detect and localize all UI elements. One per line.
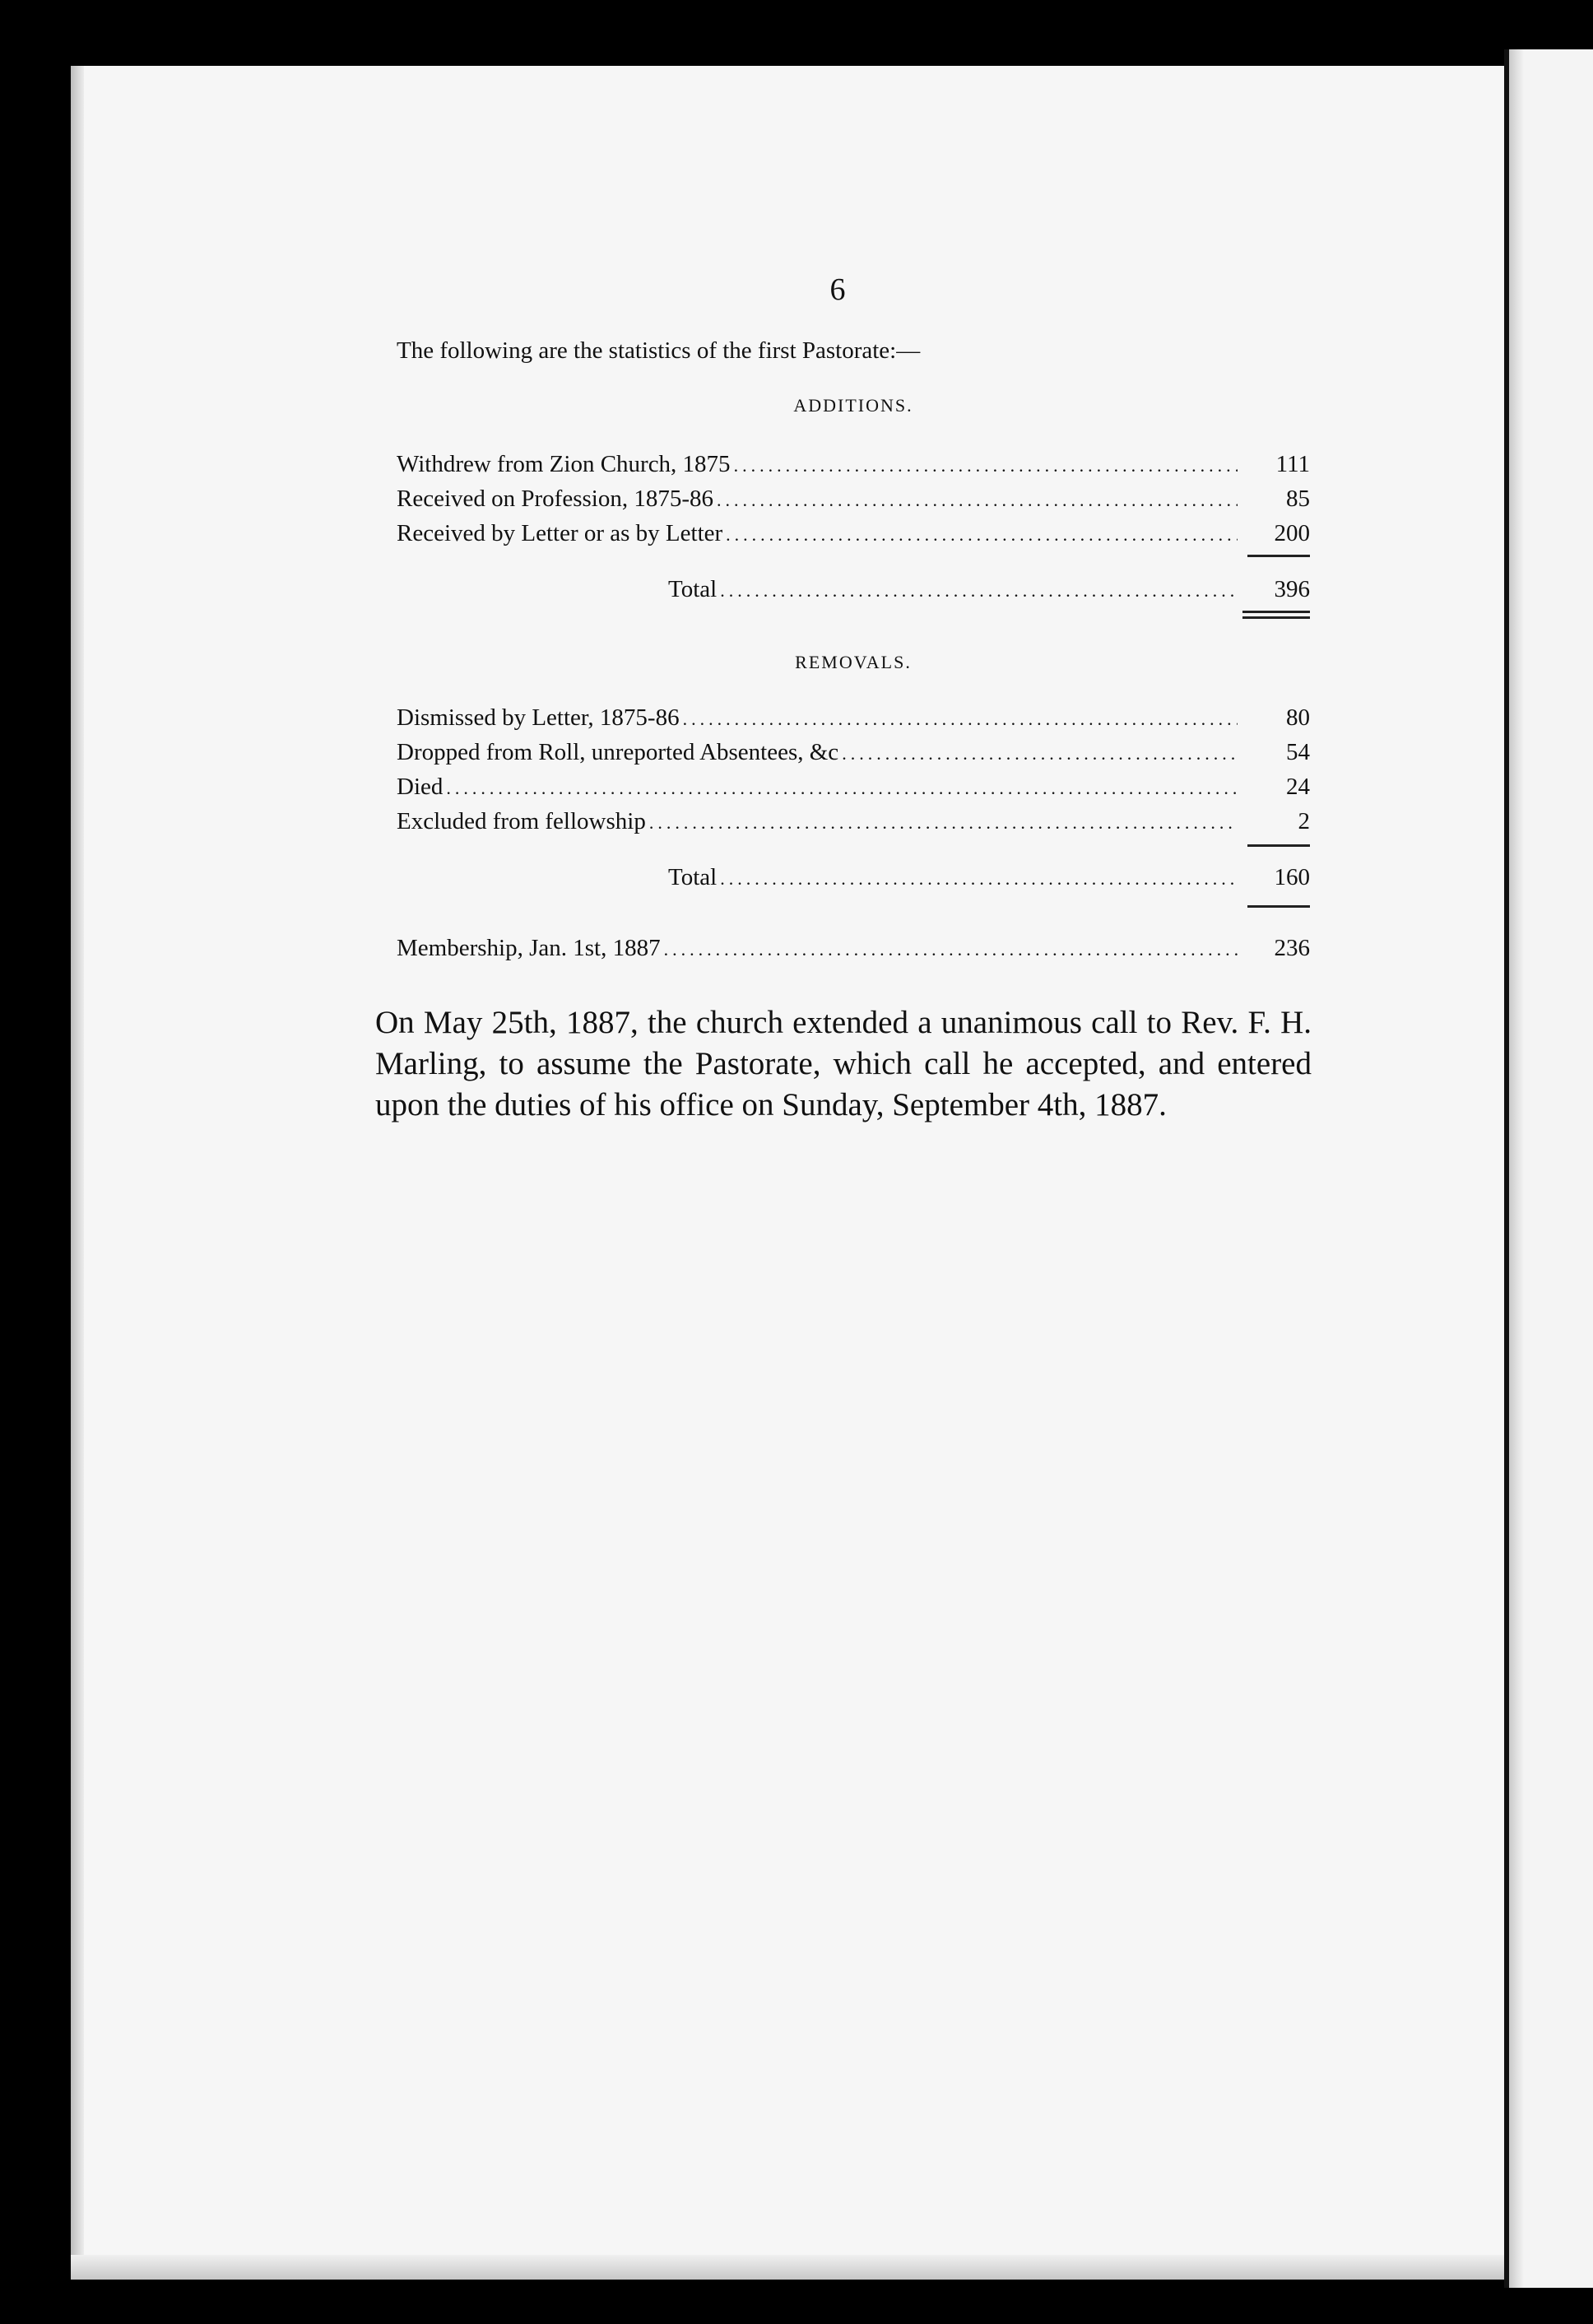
dot-leader	[726, 524, 1238, 546]
dot-leader	[446, 778, 1238, 799]
row-label: Received by Letter or as by Letter	[397, 520, 723, 546]
removals-total-row	[668, 864, 1310, 897]
additions-heading: ADDITIONS.	[793, 395, 913, 416]
intro-line: The following are the statistics of the first Pastorate:—	[397, 337, 921, 364]
additions-row	[397, 486, 1310, 518]
row-value: 85	[1286, 486, 1310, 512]
additions-row	[397, 520, 1310, 553]
row-value: 54	[1286, 739, 1310, 765]
removals-row	[397, 808, 1310, 841]
row-label: Withdrew from Zion Church, 1875	[397, 451, 731, 477]
dot-leader	[683, 709, 1238, 730]
sum-rule	[1247, 555, 1310, 557]
dot-leader	[842, 743, 1238, 765]
dot-leader	[734, 455, 1238, 476]
page-bottom-edge	[71, 2255, 1504, 2280]
sum-rule	[1247, 844, 1310, 847]
row-label: Died	[397, 774, 444, 800]
row-value: 200	[1274, 520, 1310, 546]
page-number: 6	[829, 272, 846, 307]
total-double-rule	[1242, 611, 1310, 619]
dot-leader	[649, 812, 1238, 834]
row-value: 111	[1275, 451, 1310, 477]
row-value: 24	[1286, 774, 1310, 800]
removals-heading: REMOVALS.	[795, 652, 912, 672]
additions-row	[397, 451, 1310, 484]
row-label: Dropped from Roll, unreported Absentees, &c	[397, 739, 839, 765]
membership-label: Membership, Jan. 1st, 1887	[397, 935, 661, 961]
row-label: Received on Profession, 1875-86	[397, 486, 713, 512]
total-value: 160	[1274, 864, 1310, 890]
dot-leader	[664, 939, 1238, 960]
membership-row	[397, 935, 1310, 968]
dot-leader	[717, 490, 1238, 511]
body-paragraph: On May 25th, 1887, the church extended a unanimous call to Rev. F. H. Marling, to assume the Pastorate, which call he accepted, and entered upon the duties of his office on Sunday, September 4th, 1887.	[375, 1005, 1312, 1122]
additions-total-row	[668, 576, 1310, 609]
dot-leader	[720, 868, 1238, 890]
row-value: 80	[1286, 704, 1310, 731]
row-label: Excluded from fellowship	[397, 808, 646, 834]
total-label: Total	[668, 864, 718, 890]
row-label: Dismissed by Letter, 1875-86	[397, 704, 680, 731]
facing-page-shadow	[1509, 49, 1524, 2288]
row-value: 2	[1298, 808, 1310, 834]
removals-row	[397, 704, 1310, 737]
removals-row	[397, 774, 1310, 806]
sum-rule	[1247, 905, 1310, 908]
dot-leader	[720, 580, 1238, 602]
page-left-edge	[71, 66, 84, 2280]
membership-value: 236	[1274, 935, 1310, 961]
removals-row	[397, 739, 1310, 772]
total-value: 396	[1274, 576, 1310, 602]
total-label: Total	[668, 576, 718, 602]
